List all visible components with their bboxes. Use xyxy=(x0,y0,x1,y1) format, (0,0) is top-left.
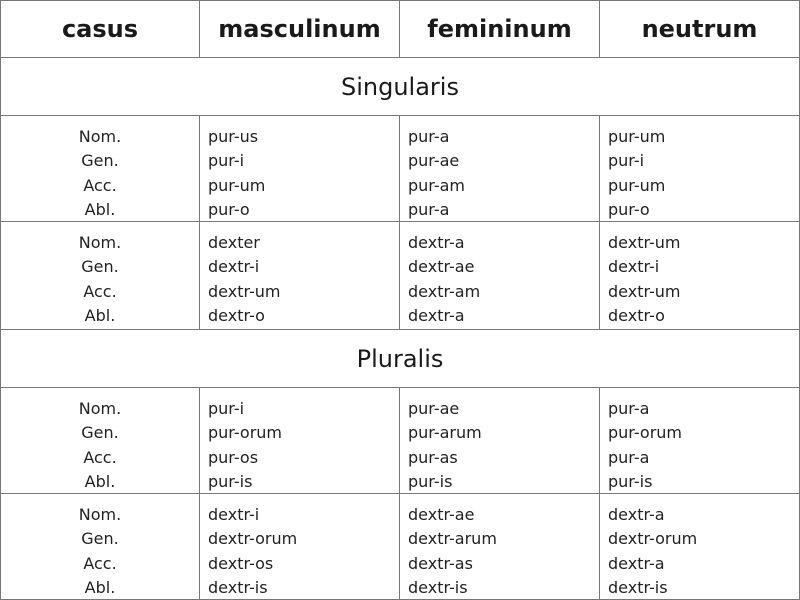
femininum-forms xyxy=(400,494,600,600)
form: dextr-is xyxy=(208,577,268,597)
case-label: Acc. xyxy=(83,447,117,467)
case-label: Nom. xyxy=(78,127,122,146)
table-row xyxy=(0,388,800,494)
neutrum-forms xyxy=(600,222,800,330)
header-neutrum: neutrum xyxy=(600,0,800,58)
form: dextr-arum xyxy=(408,529,497,549)
form: pur-um xyxy=(208,175,266,195)
femininum-forms xyxy=(400,116,600,222)
case-labels xyxy=(0,494,200,600)
form: dextr-a xyxy=(608,553,665,573)
form: pur-us xyxy=(208,127,259,146)
case-label: Gen. xyxy=(81,423,119,443)
form: pur-is xyxy=(608,471,653,491)
femininum-forms xyxy=(400,222,600,330)
form: dextr-ae xyxy=(408,505,475,524)
form: pur-is xyxy=(408,471,453,491)
form: pur-os xyxy=(208,447,259,467)
case-label: Gen. xyxy=(81,529,119,549)
section-singularis: Singularis xyxy=(0,58,800,116)
case-label: Abl. xyxy=(84,305,116,325)
case-label: Nom. xyxy=(78,505,122,524)
header-casus: casus xyxy=(0,0,200,58)
form: pur-is xyxy=(208,471,253,491)
form: dextr-a xyxy=(608,505,665,524)
form: pur-orum xyxy=(208,423,283,443)
form: dextr-as xyxy=(408,553,473,573)
form: pur-o xyxy=(208,199,250,219)
form: pur-i xyxy=(208,151,245,171)
case-label: Abl. xyxy=(84,199,116,219)
case-label: Gen. xyxy=(81,151,119,171)
header-masculinum: masculinum xyxy=(200,0,400,58)
form: pur-am xyxy=(408,175,466,195)
form: pur-a xyxy=(408,199,450,219)
case-label: Acc. xyxy=(83,281,117,301)
masculinum-forms xyxy=(200,494,400,600)
case-label: Acc. xyxy=(83,553,117,573)
form: dextr-os xyxy=(208,553,274,573)
case-label: Nom. xyxy=(78,399,122,418)
form: dextr-i xyxy=(208,505,260,524)
table-row xyxy=(0,222,800,330)
section-singularis-row xyxy=(0,58,800,116)
form: dextr-i xyxy=(608,257,660,277)
form: pur-ae xyxy=(408,399,460,418)
form: pur-orum xyxy=(608,423,683,443)
form: pur-o xyxy=(608,199,650,219)
case-label: Gen. xyxy=(81,257,119,277)
form: dextr-orum xyxy=(208,529,298,549)
form: pur-arum xyxy=(408,423,482,443)
form: pur-i xyxy=(608,151,645,171)
form: dextr-o xyxy=(208,305,265,325)
form: dextr-am xyxy=(408,281,481,301)
form: pur-ae xyxy=(408,151,460,171)
neutrum-forms xyxy=(600,494,800,600)
form: dextr-um xyxy=(208,281,281,301)
form: pur-a xyxy=(608,399,650,418)
header-row xyxy=(0,0,800,58)
neutrum-forms xyxy=(600,116,800,222)
form: pur-a xyxy=(408,127,450,146)
case-labels xyxy=(0,116,200,222)
neutrum-forms xyxy=(600,388,800,494)
masculinum-forms xyxy=(200,388,400,494)
form: dextr-is xyxy=(608,577,668,597)
case-label: Abl. xyxy=(84,471,116,491)
case-label: Acc. xyxy=(83,175,117,195)
form: pur-um xyxy=(608,175,666,195)
header-femininum: femininum xyxy=(400,0,600,58)
case-label: Nom. xyxy=(78,233,122,252)
form: dextr-orum xyxy=(608,529,698,549)
form: pur-as xyxy=(408,447,458,467)
section-pluralis-row xyxy=(0,330,800,388)
section-pluralis: Pluralis xyxy=(0,330,800,388)
form: dextr-ae xyxy=(408,257,475,277)
table-row xyxy=(0,116,800,222)
form: dextr-um xyxy=(608,233,681,252)
case-label: Abl. xyxy=(84,577,116,597)
masculinum-forms xyxy=(200,116,400,222)
table-row xyxy=(0,494,800,600)
form: dextr-um xyxy=(608,281,681,301)
form: dextr-i xyxy=(208,257,260,277)
case-labels xyxy=(0,388,200,494)
form: pur-a xyxy=(608,447,650,467)
masculinum-forms xyxy=(200,222,400,330)
form: dextr-a xyxy=(408,233,465,252)
form: dextr-o xyxy=(608,305,665,325)
femininum-forms xyxy=(400,388,600,494)
case-labels xyxy=(0,222,200,330)
form: pur-i xyxy=(208,399,245,418)
form: pur-um xyxy=(608,127,666,146)
form: dextr-is xyxy=(408,577,468,597)
form: dextr-a xyxy=(408,305,465,325)
form: dexter xyxy=(208,233,260,252)
